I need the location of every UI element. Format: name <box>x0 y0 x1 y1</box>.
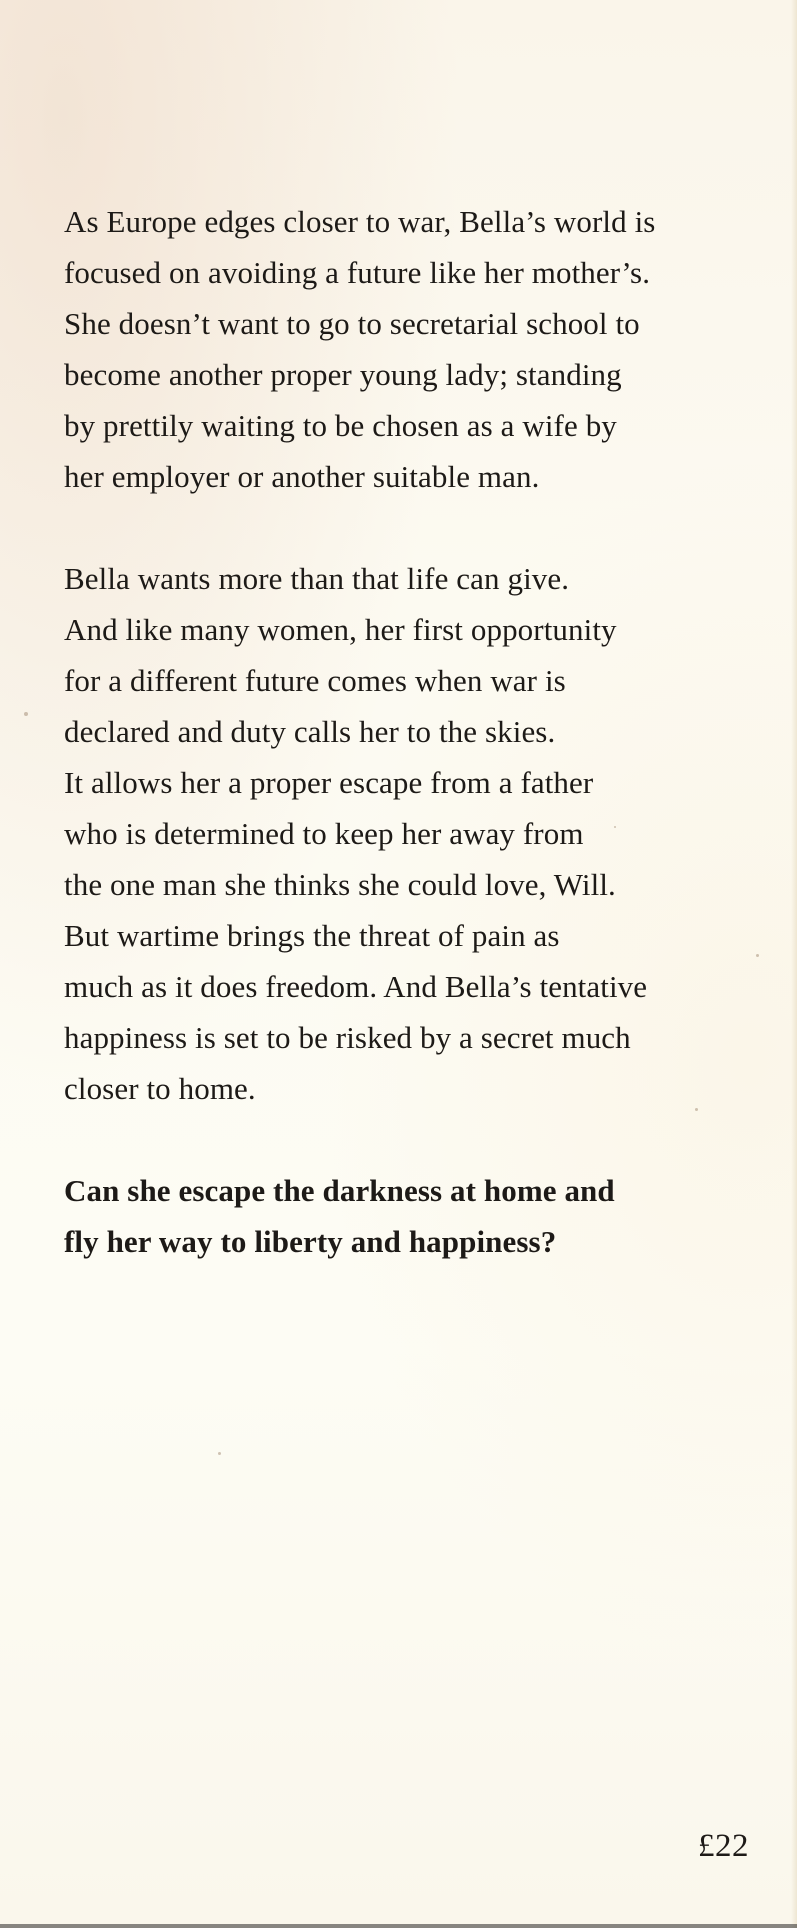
paper-speck <box>218 1452 221 1455</box>
text-line: She doesn’t want to go to secretarial school to <box>64 306 640 341</box>
paper-speck <box>614 826 616 828</box>
blurb-paragraph-1 <box>64 196 764 502</box>
text-line: As Europe edges closer to war, Bella’s world is <box>64 204 656 239</box>
text-line: by prettily waiting to be chosen as a wife by <box>64 408 617 443</box>
text-line: for a different future comes when war is <box>64 663 566 698</box>
page-bottom-edge <box>0 1924 797 1928</box>
price-label: £22 <box>698 1828 749 1864</box>
text-line: Can she escape the darkness at home and <box>64 1173 615 1208</box>
text-line: her employer or another suitable man. <box>64 459 540 494</box>
paper-speck <box>756 954 759 957</box>
text-line: much as it does freedom. And Bella’s tentative <box>64 969 648 1004</box>
text-line: declared and duty calls her to the skies. <box>64 714 556 749</box>
text-line: But wartime brings the threat of pain as <box>64 918 560 953</box>
paper-speck <box>695 1108 698 1111</box>
text-line: It allows her a proper escape from a father <box>64 765 594 800</box>
text-line: Bella wants more than that life can give. <box>64 561 570 596</box>
text-line: closer to home. <box>64 1071 256 1106</box>
page-edge-shadow <box>791 0 797 1928</box>
blurb-text <box>64 196 764 1267</box>
text-line: become another proper young lady; standing <box>64 357 622 392</box>
text-line: And like many women, her first opportunity <box>64 612 617 647</box>
paper-speck <box>24 712 28 716</box>
blurb-tagline <box>64 1165 764 1267</box>
blurb-paragraph-2 <box>64 553 764 1114</box>
text-line: who is determined to keep her away from <box>64 816 584 851</box>
text-line: focused on avoiding a future like her mother’s. <box>64 255 651 290</box>
text-line: fly her way to liberty and happiness? <box>64 1224 557 1259</box>
text-line: happiness is set to be risked by a secret much <box>64 1020 631 1055</box>
text-line: the one man she thinks she could love, Will. <box>64 867 616 902</box>
